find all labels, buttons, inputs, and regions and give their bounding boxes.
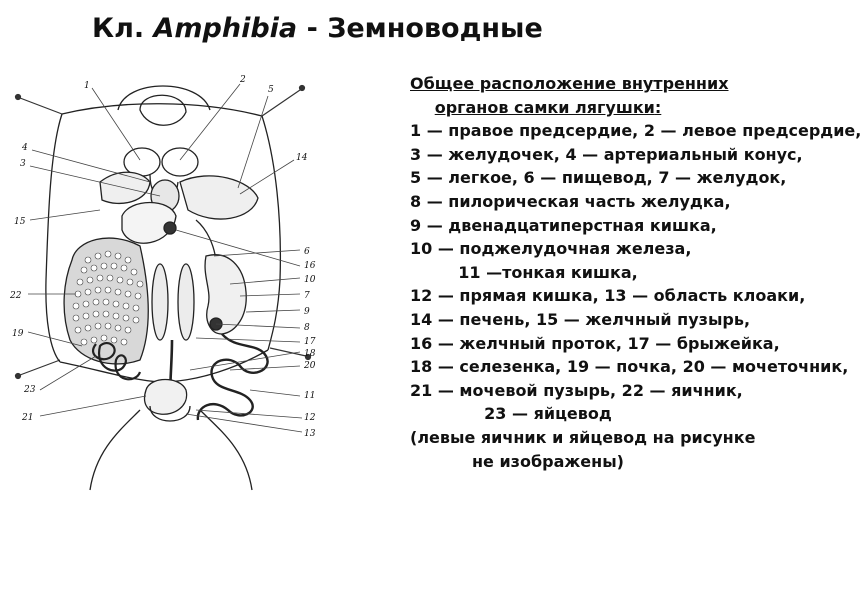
callout-13: 13 — [304, 429, 316, 439]
legend-caption-line-1: Общее расположение внутренних — [410, 74, 729, 93]
callout-2: 2 — [240, 75, 246, 85]
skin-flap-right — [262, 116, 280, 350]
hind-leg-right — [200, 410, 252, 490]
callout-15: 15 — [14, 217, 26, 227]
legend-item: 18 — селезенка, 19 — почка, 20 — мочеточник, — [410, 357, 849, 377]
legend-item: 14 — печень, 15 — желчный пузырь, — [410, 309, 751, 329]
legend-note: не изображены) — [471, 451, 624, 471]
callout-21: 21 — [22, 413, 34, 423]
callout-23: 23 — [24, 385, 36, 395]
frog-anatomy-figure — [0, 70, 340, 500]
callout-11: 11 — [304, 391, 316, 401]
legend-note: (левые яичник и яйцевод на рисунке — [410, 427, 756, 447]
title-russian: Земноводные — [327, 13, 543, 44]
callout-8: 8 — [304, 323, 310, 333]
callout-7: 7 — [304, 291, 310, 301]
callout-19: 19 — [12, 329, 24, 339]
tongue — [140, 95, 186, 125]
callout-6: 6 — [304, 247, 310, 257]
ovary — [64, 238, 148, 364]
callout-17: 17 — [304, 337, 316, 347]
callout-12: 12 — [304, 413, 316, 423]
hind-leg-left — [90, 410, 140, 490]
small-intestine — [198, 334, 268, 420]
legend-item: 21 — мочевой пузырь, 22 — яичник, — [410, 380, 743, 400]
legend-item: 3 — желудочек, 4 — артериальный конус, — [410, 144, 803, 164]
legend-item: 8 — пилорическая часть желудка, — [410, 191, 731, 211]
callout-10: 10 — [304, 275, 316, 285]
legend-block — [304, 72, 861, 473]
title-latin: Amphibia — [153, 13, 298, 44]
legend-item: 12 — прямая кишка, 13 — область клоаки, — [410, 286, 806, 306]
legend-item: 10 — поджелудочная железа, — [410, 239, 692, 259]
head-outline — [118, 86, 210, 110]
legend-item: 16 — желчный проток, 17 — брыжейка, — [410, 333, 780, 353]
callout-18: 18 — [304, 349, 316, 359]
gall-bladder — [164, 222, 176, 234]
skin-flap-left — [46, 114, 62, 362]
legend-caption-colon: : — [654, 97, 662, 117]
title-dash: - — [306, 13, 318, 44]
kidney-left — [152, 264, 168, 340]
legend-caption-line-2 — [410, 96, 686, 120]
callout-5: 5 — [268, 85, 274, 95]
callout-14: 14 — [296, 153, 308, 163]
slide-title — [92, 10, 543, 48]
callout-3: 3 — [20, 159, 26, 169]
callout-20: 20 — [304, 361, 316, 371]
legend-caption-text: органов самки лягушки — [434, 97, 655, 117]
callout-16: 16 — [304, 261, 316, 271]
callout-9: 9 — [304, 307, 310, 317]
skin-flap-top — [62, 104, 262, 116]
kidney-right — [178, 264, 194, 340]
callout-1: 1 — [84, 81, 90, 91]
callout-22: 22 — [10, 291, 22, 301]
title-prefix: Кл. — [92, 13, 145, 44]
legend-item: 23 — яйцевод — [484, 404, 612, 424]
legend-item: 1 — правое предсердие, 2 — левое предсердие, — [410, 121, 861, 141]
legend-item: 11 —тонкая кишка, — [458, 262, 638, 282]
callout-4: 4 — [22, 143, 28, 153]
liver-right-lobe — [180, 176, 258, 219]
legend-item: 9 — двенадцатиперстная кишка, — [410, 215, 717, 235]
legend-item: 5 — легкое, 6 — пищевод, 7 — желудок, — [410, 168, 787, 188]
esophagus — [196, 220, 216, 260]
frog-anatomy-drawing — [0, 70, 340, 500]
